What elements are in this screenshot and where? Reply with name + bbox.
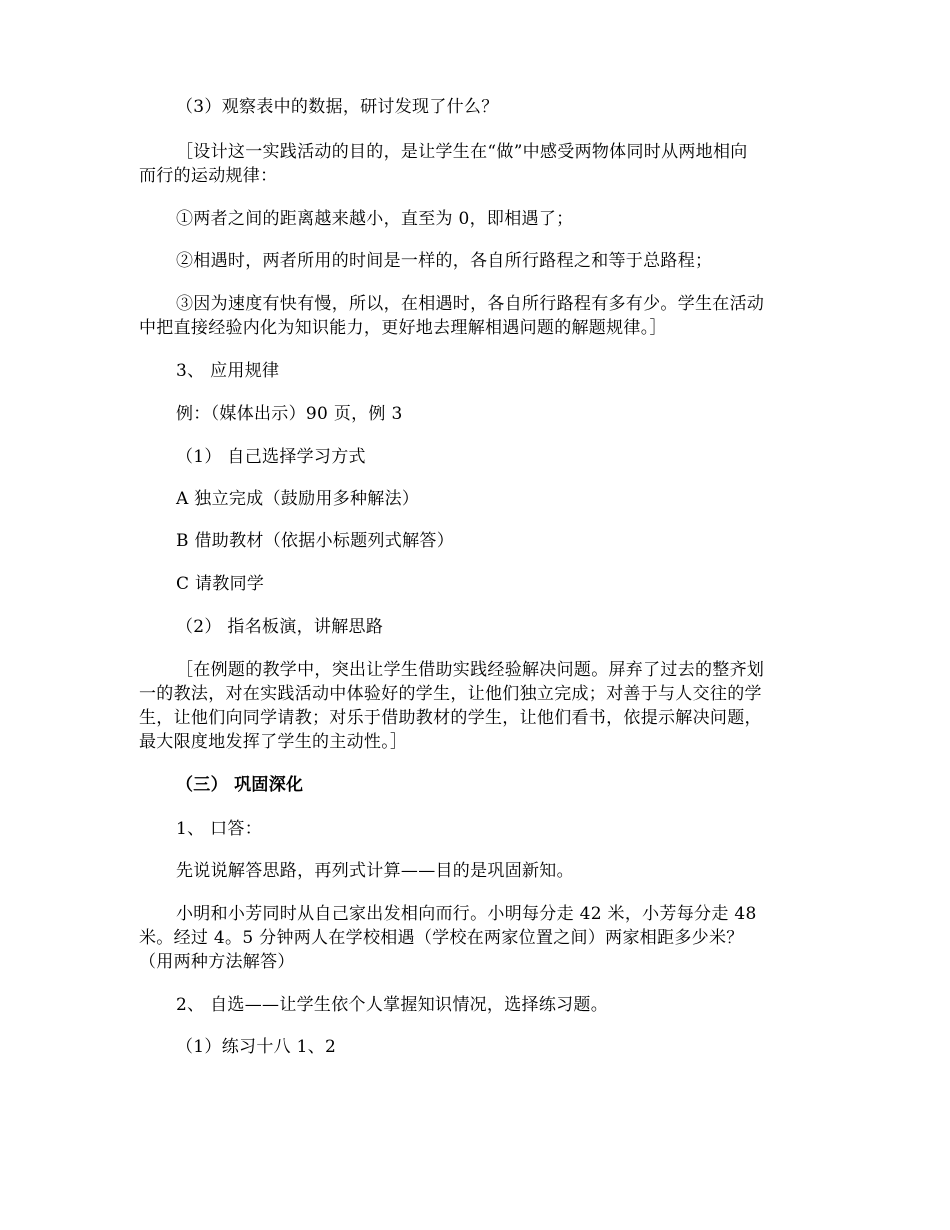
text-line: 中把直接经验内化为知识能力，更好地去理解相遇问题的解题规律。］: [139, 318, 667, 338]
option-c: C 请教同学: [176, 574, 265, 594]
paragraph-explain-first: 先说说解答思路，再列式计算——目的是巩固新知。: [176, 861, 574, 881]
text-line: 米。经过 4。5 分钟两人在学校相遇（学校在两家位置之间）两家相距多少米？: [139, 928, 744, 948]
heading-self-select: 2、 自选——让学生依个人掌握知识情况，选择练习题。: [176, 995, 609, 1015]
paragraph-board-demo: （2） 指名板演，讲解思路: [176, 617, 384, 637]
paragraph-rule-1: ①两者之间的距离越来越小，直至为 0，即相遇了；: [176, 209, 574, 229]
option-a: A 独立完成（鼓励用多种解法）: [176, 489, 420, 509]
paragraph-exercise: （1）练习十八 1、2: [176, 1037, 337, 1057]
option-b: B 借助教材（依据小标题列式解答）: [176, 531, 454, 551]
text-line: ［设计这一实践活动的目的，是让学生在“做”中感受两物体同时从两地相向: [176, 142, 748, 162]
paragraph-word-problem: [139, 902, 819, 974]
text-line: 小明和小芳同时从自己家出发相向而行。小明每分走 42 米，小芳每分走 48: [176, 904, 757, 924]
paragraph-design-purpose: [139, 140, 819, 188]
paragraph-choose-method: （1） 自己选择学习方式: [176, 447, 366, 467]
text-line: 一的教法，对在实践活动中体验好的学生，让他们独立完成；对善于与人交往的学: [139, 684, 762, 704]
text-line: 而行的运动规律：: [139, 166, 278, 186]
heading-oral-answer: 1、 口答：: [176, 819, 263, 839]
text-line: （用两种方法解答）: [139, 952, 295, 972]
paragraph-rule-3: [139, 292, 819, 340]
heading-apply-rule: 3、 应用规律: [176, 361, 280, 381]
text-line: ［在例题的教学中，突出让学生借助实践经验解决问题。屏弃了过去的整齐划: [176, 660, 765, 680]
text-line: 最大限度地发挥了学生的主动性。］: [139, 732, 408, 752]
paragraph-rule-2: ②相遇时，两者所用的时间是一样的，各自所行路程之和等于总路程；: [176, 251, 713, 271]
text-line: 生，让他们向同学请教；对乐于借助教材的学生，让他们看书，依提示解决问题，: [139, 708, 762, 728]
paragraph-teaching-note: [139, 658, 819, 754]
paragraph-example: 例：（媒体出示）90 页，例 3: [176, 404, 403, 424]
section-heading-consolidate: （三） 巩固深化: [176, 775, 304, 795]
text-line: ③因为速度有快有慢，所以，在相遇时，各自所行路程有多有少。学生在活动: [176, 294, 765, 314]
paragraph-observe-data: （3）观察表中的数据，研讨发现了什么？: [176, 97, 499, 117]
